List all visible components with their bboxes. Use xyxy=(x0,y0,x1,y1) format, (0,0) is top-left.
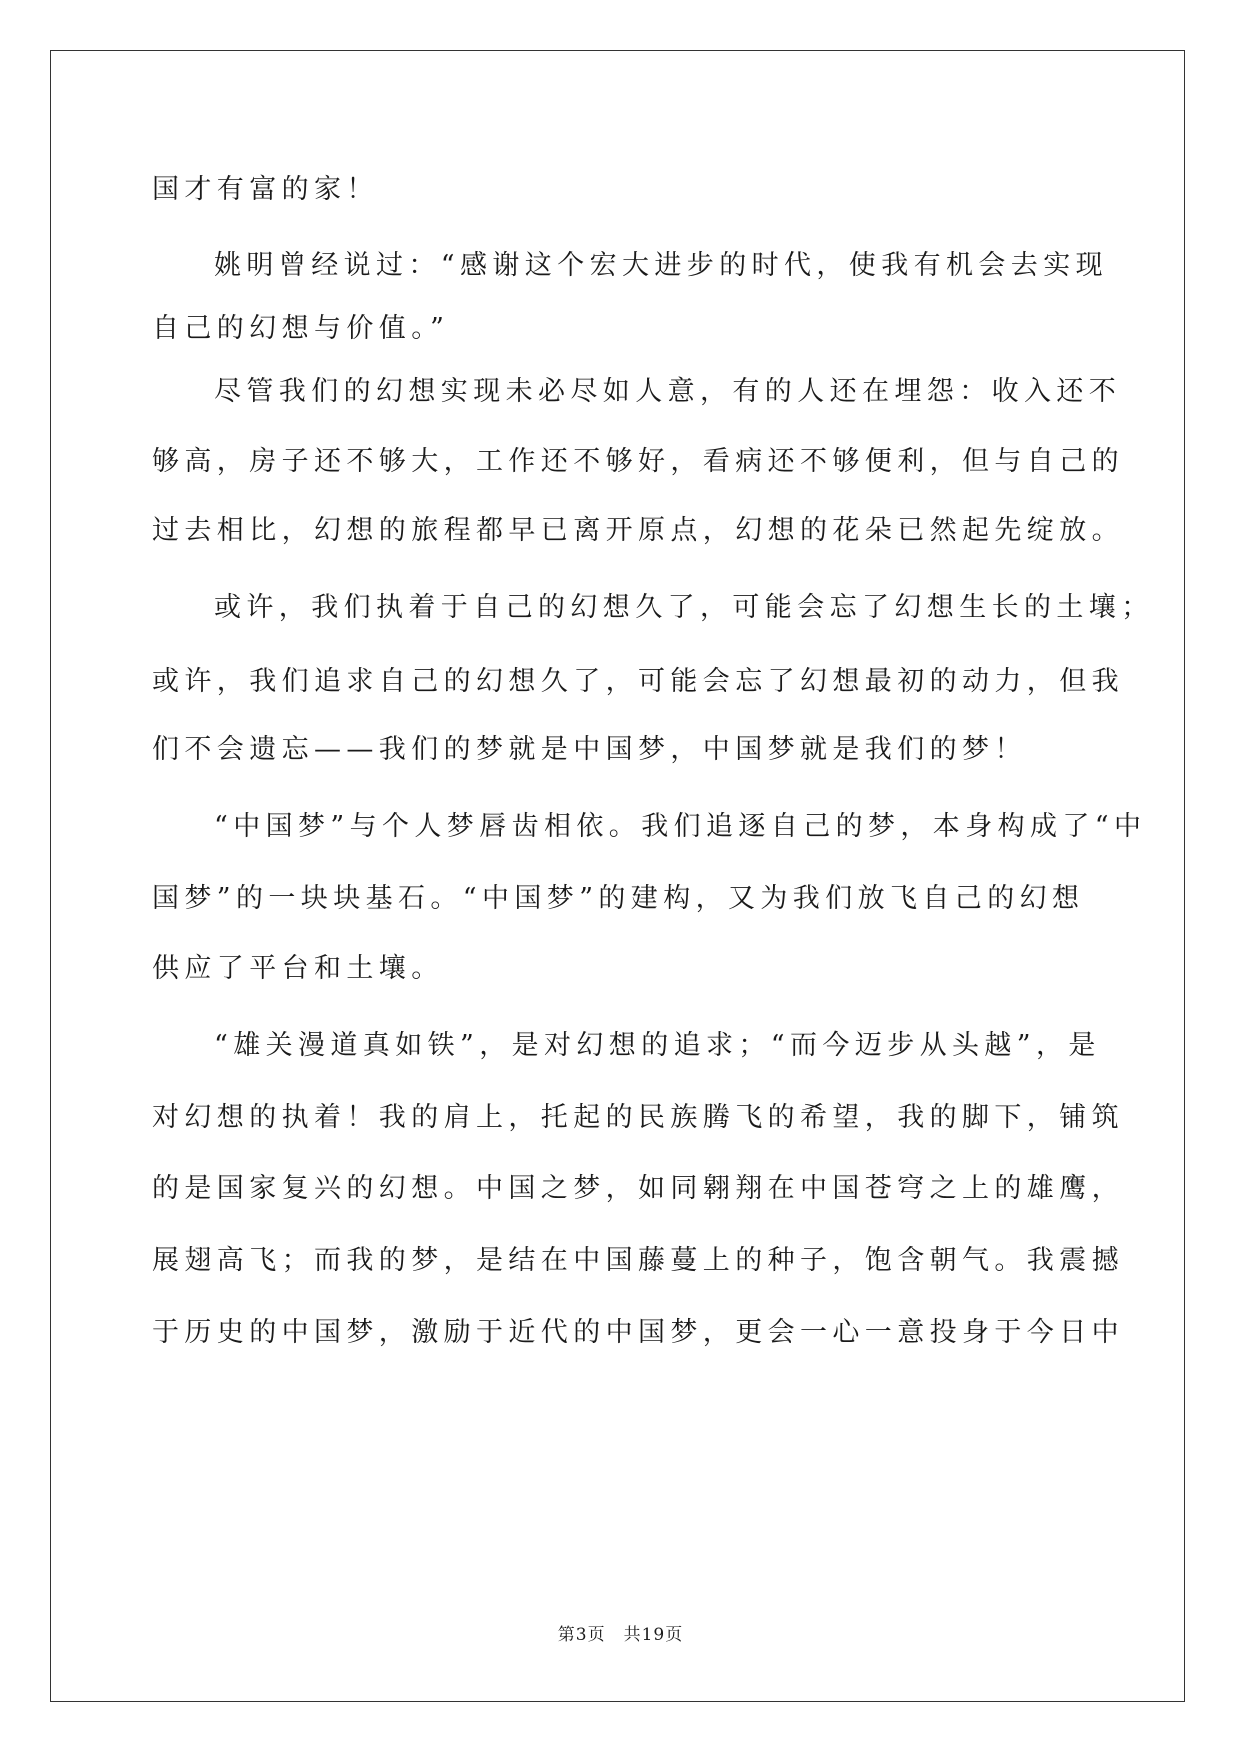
text-line: 国梦”的一块块基石。“中国梦”的建构，又为我们放飞自己的幻想 xyxy=(152,883,1085,914)
text-line: 展翅高飞；而我的梦，是结在中国藤蔓上的种子，饱含朝气。我震撼 xyxy=(152,1245,1124,1276)
page-number: 第3页 xyxy=(557,1625,606,1645)
text-line: 们不会遗忘——我们的梦就是中国梦，中国梦就是我们的梦！ xyxy=(152,734,1027,765)
text-line: 国才有富的家！ xyxy=(152,174,379,205)
text-line: 对幻想的执着！我的肩上，托起的民族腾飞的希望，我的脚下，铺筑 xyxy=(152,1102,1124,1133)
text-line: 的是国家复兴的幻想。中国之梦，如同翱翔在中国苍穹之上的雄鹰， xyxy=(152,1173,1124,1204)
text-line: 供应了平台和土壤。 xyxy=(152,953,444,984)
page-total: 共19页 xyxy=(623,1625,684,1645)
text-line: 姚明曾经说过：“感谢这个宏大进步的时代，使我有机会去实现 xyxy=(214,250,1109,281)
text-line: “中国梦”与个人梦唇齿相依。我们追逐自己的梦，本身构成了“中 xyxy=(214,811,1147,842)
text-line: “雄关漫道真如铁”，是对幻想的追求；“而今迈步从头越”，是 xyxy=(214,1030,1101,1061)
text-line: 或许，我们执着于自己的幻想久了，可能会忘了幻想生长的土壤； xyxy=(214,592,1154,623)
text-line: 自己的幻想与价值。” xyxy=(152,313,450,344)
text-line: 够高，房子还不够大，工作还不够好，看病还不够便利，但与自己的 xyxy=(152,446,1124,477)
text-line: 尽管我们的幻想实现未必尽如人意，有的人还在埋怨：收入还不 xyxy=(214,376,1122,407)
text-line: 于历史的中国梦，激励于近代的中国梦，更会一心一意投身于今日中 xyxy=(152,1317,1124,1348)
page-footer xyxy=(0,1620,1241,1645)
text-line: 或许，我们追求自己的幻想久了，可能会忘了幻想最初的动力，但我 xyxy=(152,666,1124,697)
text-line: 过去相比，幻想的旅程都早已离开原点，幻想的花朵已然起先绽放。 xyxy=(152,515,1124,546)
